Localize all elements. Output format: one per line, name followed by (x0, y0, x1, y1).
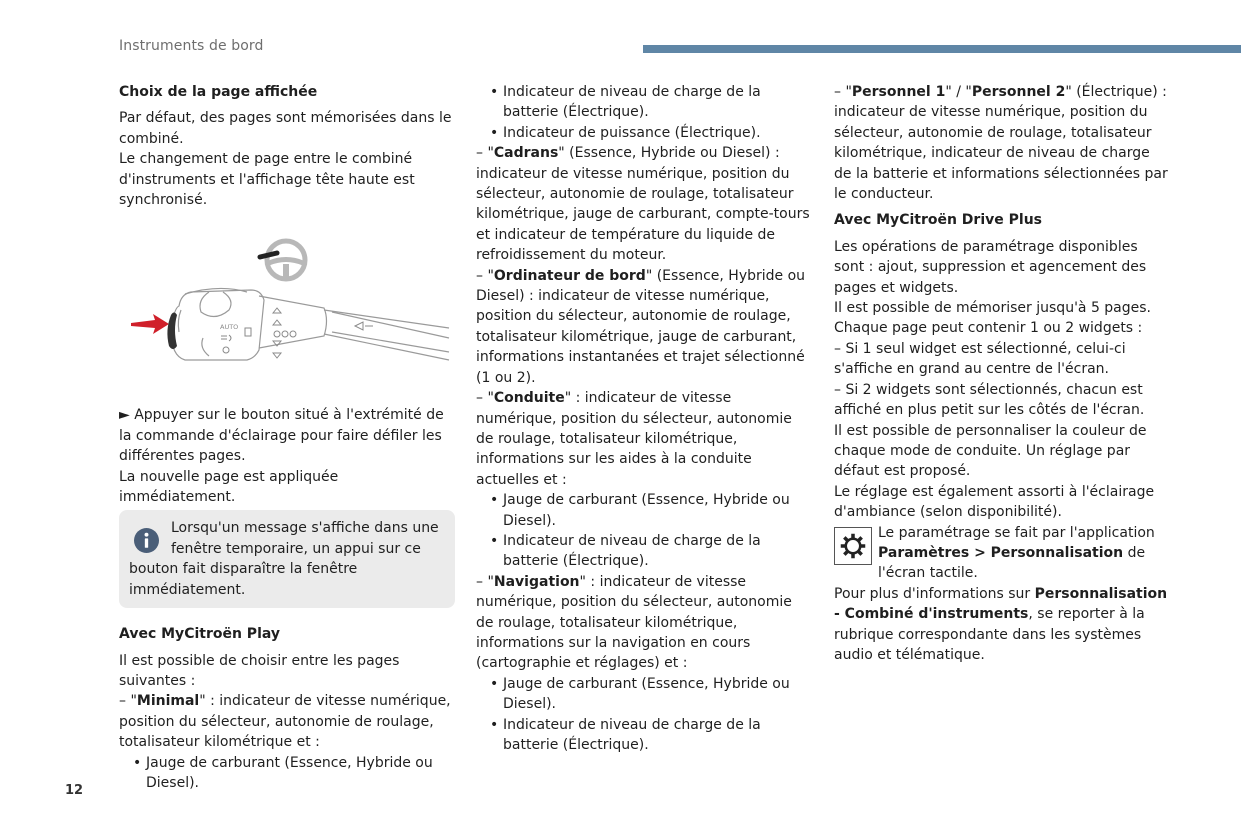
page-option-ordinateur (476, 266, 812, 388)
dash-prefix: – " (476, 390, 494, 407)
list-item (476, 490, 812, 531)
list-item-text: Indicateur de puissance (Électrique). (503, 124, 761, 141)
option-name: Conduite (493, 390, 565, 407)
page-option-personnel (834, 82, 1170, 204)
list-item-text: Jauge de carburant (Essence, Hybride ou Diesel). (503, 675, 790, 713)
option-name: Cadrans (493, 145, 559, 162)
bullet: • (490, 492, 499, 509)
page-option-conduite (476, 388, 812, 490)
info-note (119, 510, 455, 608)
option-description: " (Essence, Hybride ou Diesel) : indicateur de vitesse numérique, position du sélecteur, autonomie de roulage, totalisateur kilométrique, jauge de carburant, compte-tours et indicateur de température du liquide de refroidissement du moteur. (476, 145, 810, 264)
paragraph: Les opérations de paramétrage disponibles sont : ajout, suppression et agencement des pages et widgets. (834, 238, 1147, 296)
section-title-mycitroen-play: Avec MyCitroën Play (119, 626, 281, 643)
paragraph (834, 523, 1170, 584)
bullet: • (490, 532, 499, 549)
option-description: " (Électrique) : indicateur de vitesse numérique, position du sélecteur, autonomie de roulage, totalisateur kilométrique, indicateur de niveau de charge de la batterie et informations sélectionnées par le conducteur. (834, 84, 1168, 203)
option-name: Minimal (136, 693, 200, 710)
paragraph: – Si 2 widgets sont sélectionnés, chacun est affiché en plus petit sur les côtés de l'écran. (834, 381, 1145, 419)
page-option-minimal (119, 691, 455, 752)
bullet: • (490, 716, 499, 733)
page-option-cadrans (476, 143, 812, 265)
steering-wheel-icon (260, 241, 305, 279)
dash-prefix: – " (119, 693, 137, 710)
paragraph: Par défaut, des pages sont mémorisées dans le combiné. (119, 110, 452, 147)
paragraph: – Si 1 seul widget est sélectionné, celui-ci s'affiche en grand au centre de l'écran. (834, 340, 1126, 378)
note-text: bouton fait disparaître la fenêtre immédiatement. (129, 561, 358, 598)
option-name: Navigation (493, 573, 580, 590)
option-name: Personnel 1 (851, 84, 946, 100)
stalk-end-button (167, 313, 177, 350)
red-arrow-icon (131, 314, 169, 334)
text: , se reporter à la rubrique correspondante dans les systèmes audio et télématique. (834, 606, 1145, 663)
page-option-navigation (476, 572, 812, 674)
list-item-text: Indicateur de niveau de charge de la batterie (Électrique). (503, 532, 761, 570)
info-icon (134, 528, 159, 553)
text: de l'écran tactile. (878, 544, 1146, 582)
list-item (476, 531, 812, 572)
instruction: ► Appuyer sur le bouton situé à l'extrémité de la commande d'éclairage pour faire défiler les différentes pages. (119, 407, 444, 465)
dash-prefix: – " (476, 267, 494, 284)
lighting-stalk-illustration (119, 220, 455, 395)
bullet: • (490, 84, 499, 100)
list-item (476, 674, 812, 715)
paragraph (834, 584, 1170, 666)
page-number: 12 (65, 783, 84, 798)
section-title-mycitroen-drive-plus: Avec MyCitroën Drive Plus (834, 212, 1042, 229)
column-2 (476, 82, 812, 755)
list-item-text: Jauge de carburant (Essence, Hybride ou Diesel). (503, 492, 790, 529)
option-description: " (Essence, Hybride ou Diesel) : indicateur de vitesse numérique, position du sélecteur, autonomie de roulage, totalisateur kilométrique, jauge de carburant, informations instantanées et trajet sélectionné (1 ou 2). (476, 267, 806, 386)
paragraph: Il est possible de mémoriser jusqu'à 5 pages. (834, 300, 1152, 317)
paragraph: Le changement de page entre le combiné d'instruments et l'affichage tête haute est synchronisé. (119, 151, 415, 209)
option-name: Ordinateur de bord (493, 267, 646, 284)
list-item (476, 123, 812, 143)
gear-icon (834, 527, 872, 565)
option-name: Personnel 2 (971, 84, 1066, 100)
menu-path: Personnalisation - Combiné d'instruments (834, 585, 1168, 623)
list-item (119, 753, 455, 794)
stalk-body (171, 289, 449, 361)
paragraph: Chaque page peut contenir 1 ou 2 widgets : (834, 320, 1143, 337)
list-item-text: Indicateur de niveau de charge de la batterie (Électrique). (503, 716, 761, 753)
section-title-page-choice: Choix de la page affichée (119, 84, 318, 100)
text: Le paramétrage se fait par l'application (878, 524, 1155, 541)
svg-text:AUTO: AUTO (220, 323, 239, 332)
column-1 (119, 82, 455, 793)
paragraph: Il est possible de personnaliser la couleur de chaque mode de conduite. Un réglage par défaut est proposé. (834, 422, 1147, 480)
bullet: • (133, 754, 142, 771)
dash-prefix: – " (834, 84, 852, 100)
list-item-text: Indicateur de niveau de charge de la batterie (Électrique). (503, 84, 761, 121)
list-item (476, 715, 812, 756)
bullet: • (490, 675, 499, 692)
bullet: • (490, 124, 499, 141)
dash-prefix: – " (476, 573, 494, 590)
text: Pour plus d'informations sur (834, 585, 1035, 602)
list-item (476, 82, 812, 123)
list-item-text: Jauge de carburant (Essence, Hybride ou Diesel). (146, 754, 433, 791)
dash-prefix: – " (476, 145, 494, 162)
header-accent-bar (643, 45, 1241, 53)
settings-paragraph (834, 523, 1170, 584)
menu-path: Paramètres > Personnalisation (878, 544, 1124, 561)
running-header: Instruments de bord (119, 38, 264, 54)
option-description: " : indicateur de vitesse numérique, position du sélecteur, autonomie de roulage, totalisateur kilométrique, informations sur les aides à la conduite actuelles et : (476, 390, 792, 488)
note-text: Lorsqu'un message s'affiche dans une fenêtre temporaire, un appui sur ce (171, 520, 439, 557)
option-separator: " / " (945, 84, 972, 100)
option-description: " : indicateur de vitesse numérique, position du sélecteur, autonomie de roulage, totalisateur kilométrique et : (119, 693, 451, 751)
paragraph: Le réglage est également assorti à l'éclairage d'ambiance (selon disponibilité). (834, 483, 1155, 521)
paragraph: Il est possible de choisir entre les pages suivantes : (119, 652, 400, 689)
column-3 (834, 82, 1170, 665)
paragraph: La nouvelle page est appliquée immédiatement. (119, 468, 339, 506)
option-description: " : indicateur de vitesse numérique, position du sélecteur, autonomie de roulage, totalisateur kilométrique, informations sur la navigation en cours (cartographie et réglages) et : (476, 573, 792, 672)
